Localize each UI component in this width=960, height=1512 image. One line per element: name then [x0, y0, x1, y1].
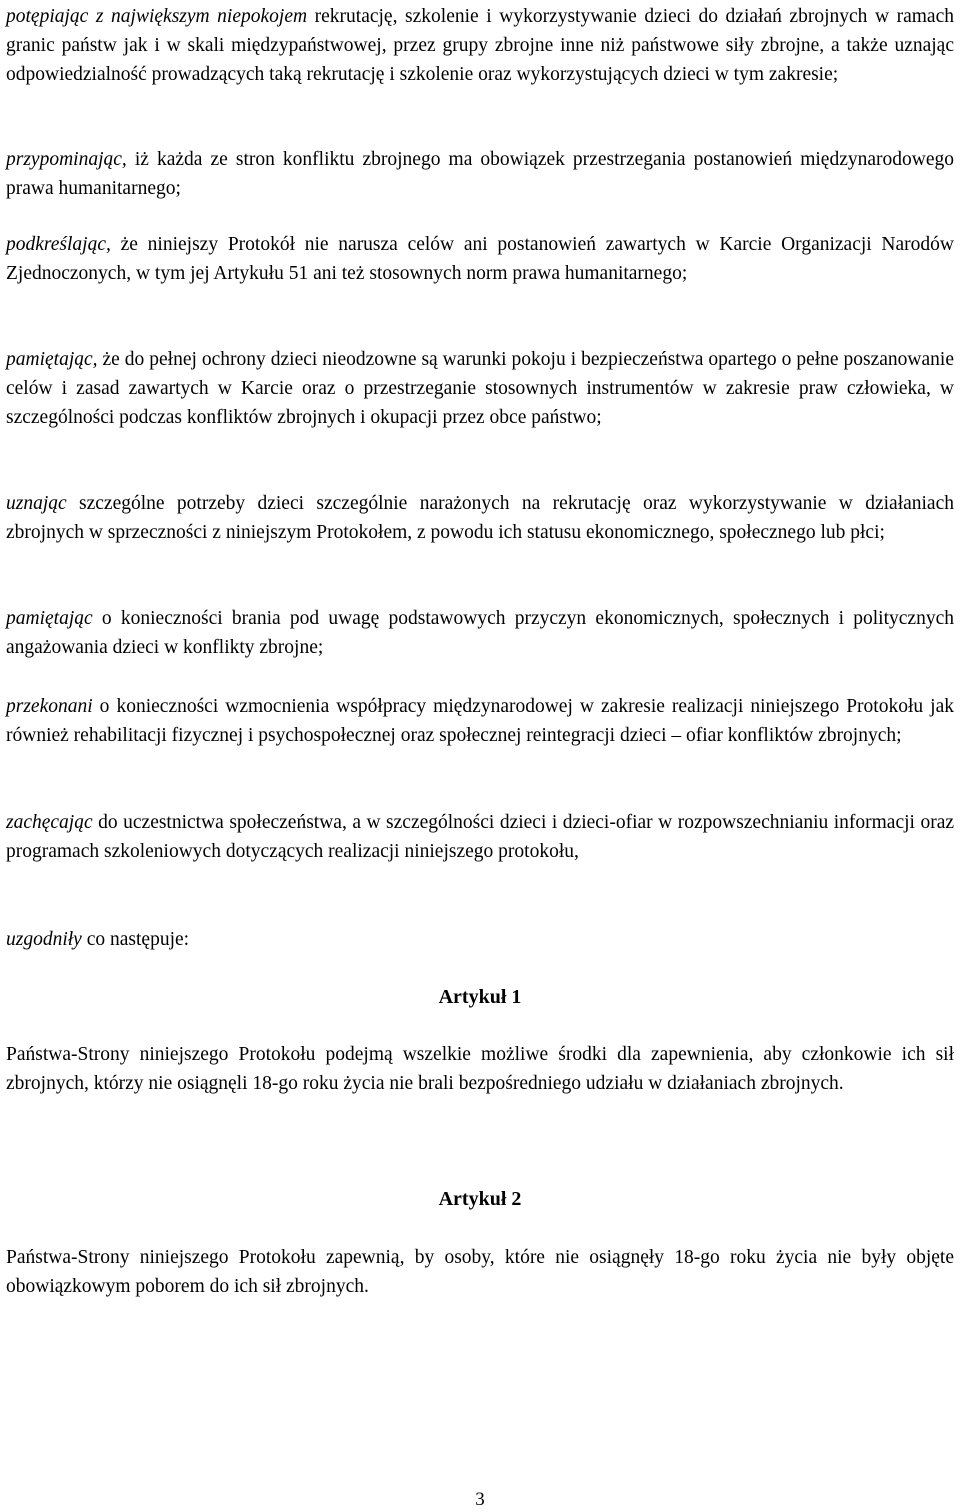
page-number: 3 — [475, 1489, 485, 1510]
paragraph-text: że niniejszy Protokół nie narusza celów ani postanowień zawartych w Karcie Organizacji Narodów Zjednoczonych, w tym jej Artykułu 51 ani też stosownych norm prawa humanitarnego; — [6, 234, 954, 285]
preamble-paragraph-6 — [6, 604, 954, 662]
preamble-paragraph-7 — [6, 692, 954, 750]
article-2-heading: Artykuł 2 — [438, 1188, 522, 1210]
article-1-text: Państwa-Strony niniejszego Protokołu podejmą wszelkie możliwe środki dla zapewnienia, aby członkowie ich sił zbrojnych, którzy nie osiągnęli 18-go roku życia nie brali bezpośredniego udziału w działaniach zbrojnych. — [6, 1044, 954, 1095]
paragraph-text: rekrutację, szkolenie i wykorzystywanie dzieci do działań zbrojnych w ramach granic państw jak i w skali międzypaństwowej, przez grupy zbrojne inne niż państwowe siły zbrojne, a także uznając odpowiedzialność prowadzących taką rekrutację i szkolenie oraz wykorzystujących dzieci w tym zakresie; — [6, 6, 954, 86]
preamble-paragraph-2 — [6, 145, 954, 203]
paragraph-lead: uznając — [6, 493, 67, 514]
preamble-paragraph-1 — [6, 2, 954, 90]
paragraph-lead: potępiając z największym niepokojem — [6, 6, 308, 27]
preamble-paragraph-4 — [6, 345, 954, 433]
paragraph-lead: uzgodniły — [6, 929, 82, 950]
paragraph-text: do uczestnictwa społeczeństwa, a w szczególności dzieci i dzieci-ofiar w rozpowszechnianiu informacji oraz programach szkoleniowych dotyczących realizacji niniejszego protokołu, — [6, 812, 954, 863]
paragraph-text: szczególne potrzeby dzieci szczególnie narażonych na rekrutację oraz wykorzystywanie w działaniach zbrojnych w sprzeczności z niniejszym Protokołem, z powodu ich statusu ekonomicznego, społecznego lub płci; — [6, 493, 954, 544]
paragraph-lead: przekonani — [6, 696, 93, 717]
paragraph-lead: zachęcając — [6, 812, 93, 833]
paragraph-text: iż każda ze stron konfliktu zbrojnego ma obowiązek przestrzegania postanowień międzynarodowego prawa humanitarnego; — [6, 149, 954, 200]
article-1-heading: Artykuł 1 — [438, 986, 522, 1008]
paragraph-lead: przypominając, — [6, 149, 127, 170]
paragraph-text: że do pełnej ochrony dzieci nieodzowne są warunki pokoju i bezpieczeństwa opartego o pełne poszanowanie celów i zasad zawartych w Karcie oraz o przestrzeganie stosownych instrumentów w zakresie praw człowieka, w szczególności podczas konfliktów zbrojnych i okupacji przez obce państwo; — [6, 349, 954, 429]
preamble-paragraph-9 — [6, 925, 954, 954]
paragraph-lead: pamiętając, — [6, 349, 98, 370]
paragraph-text: co następuje: — [81, 929, 190, 950]
paragraph-text: o konieczności wzmocnienia współpracy międzynarodowej w zakresie realizacji niniejszego Protokołu jak również rehabilitacji fizycznej i psychospołecznej oraz społecznej reintegracji dzieci – ofiar konfliktów zbrojnych; — [6, 696, 954, 747]
preamble-paragraph-8 — [6, 808, 954, 866]
paragraph-lead: podkreślając, — [6, 234, 111, 255]
preamble-paragraph-5 — [6, 489, 954, 547]
paragraph-text: o konieczności brania pod uwagę podstawowych przyczyn ekonomicznych, społecznych i politycznych angażowania dzieci w konflikty zbrojne; — [6, 608, 954, 659]
preamble-paragraph-3 — [6, 230, 954, 288]
article-2-text: Państwa-Strony niniejszego Protokołu zapewnią, by osoby, które nie osiągnęły 18-go roku życia nie były objęte obowiązkowym poborem do ich sił zbrojnych. — [6, 1247, 954, 1298]
paragraph-lead: pamiętając — [6, 608, 93, 629]
